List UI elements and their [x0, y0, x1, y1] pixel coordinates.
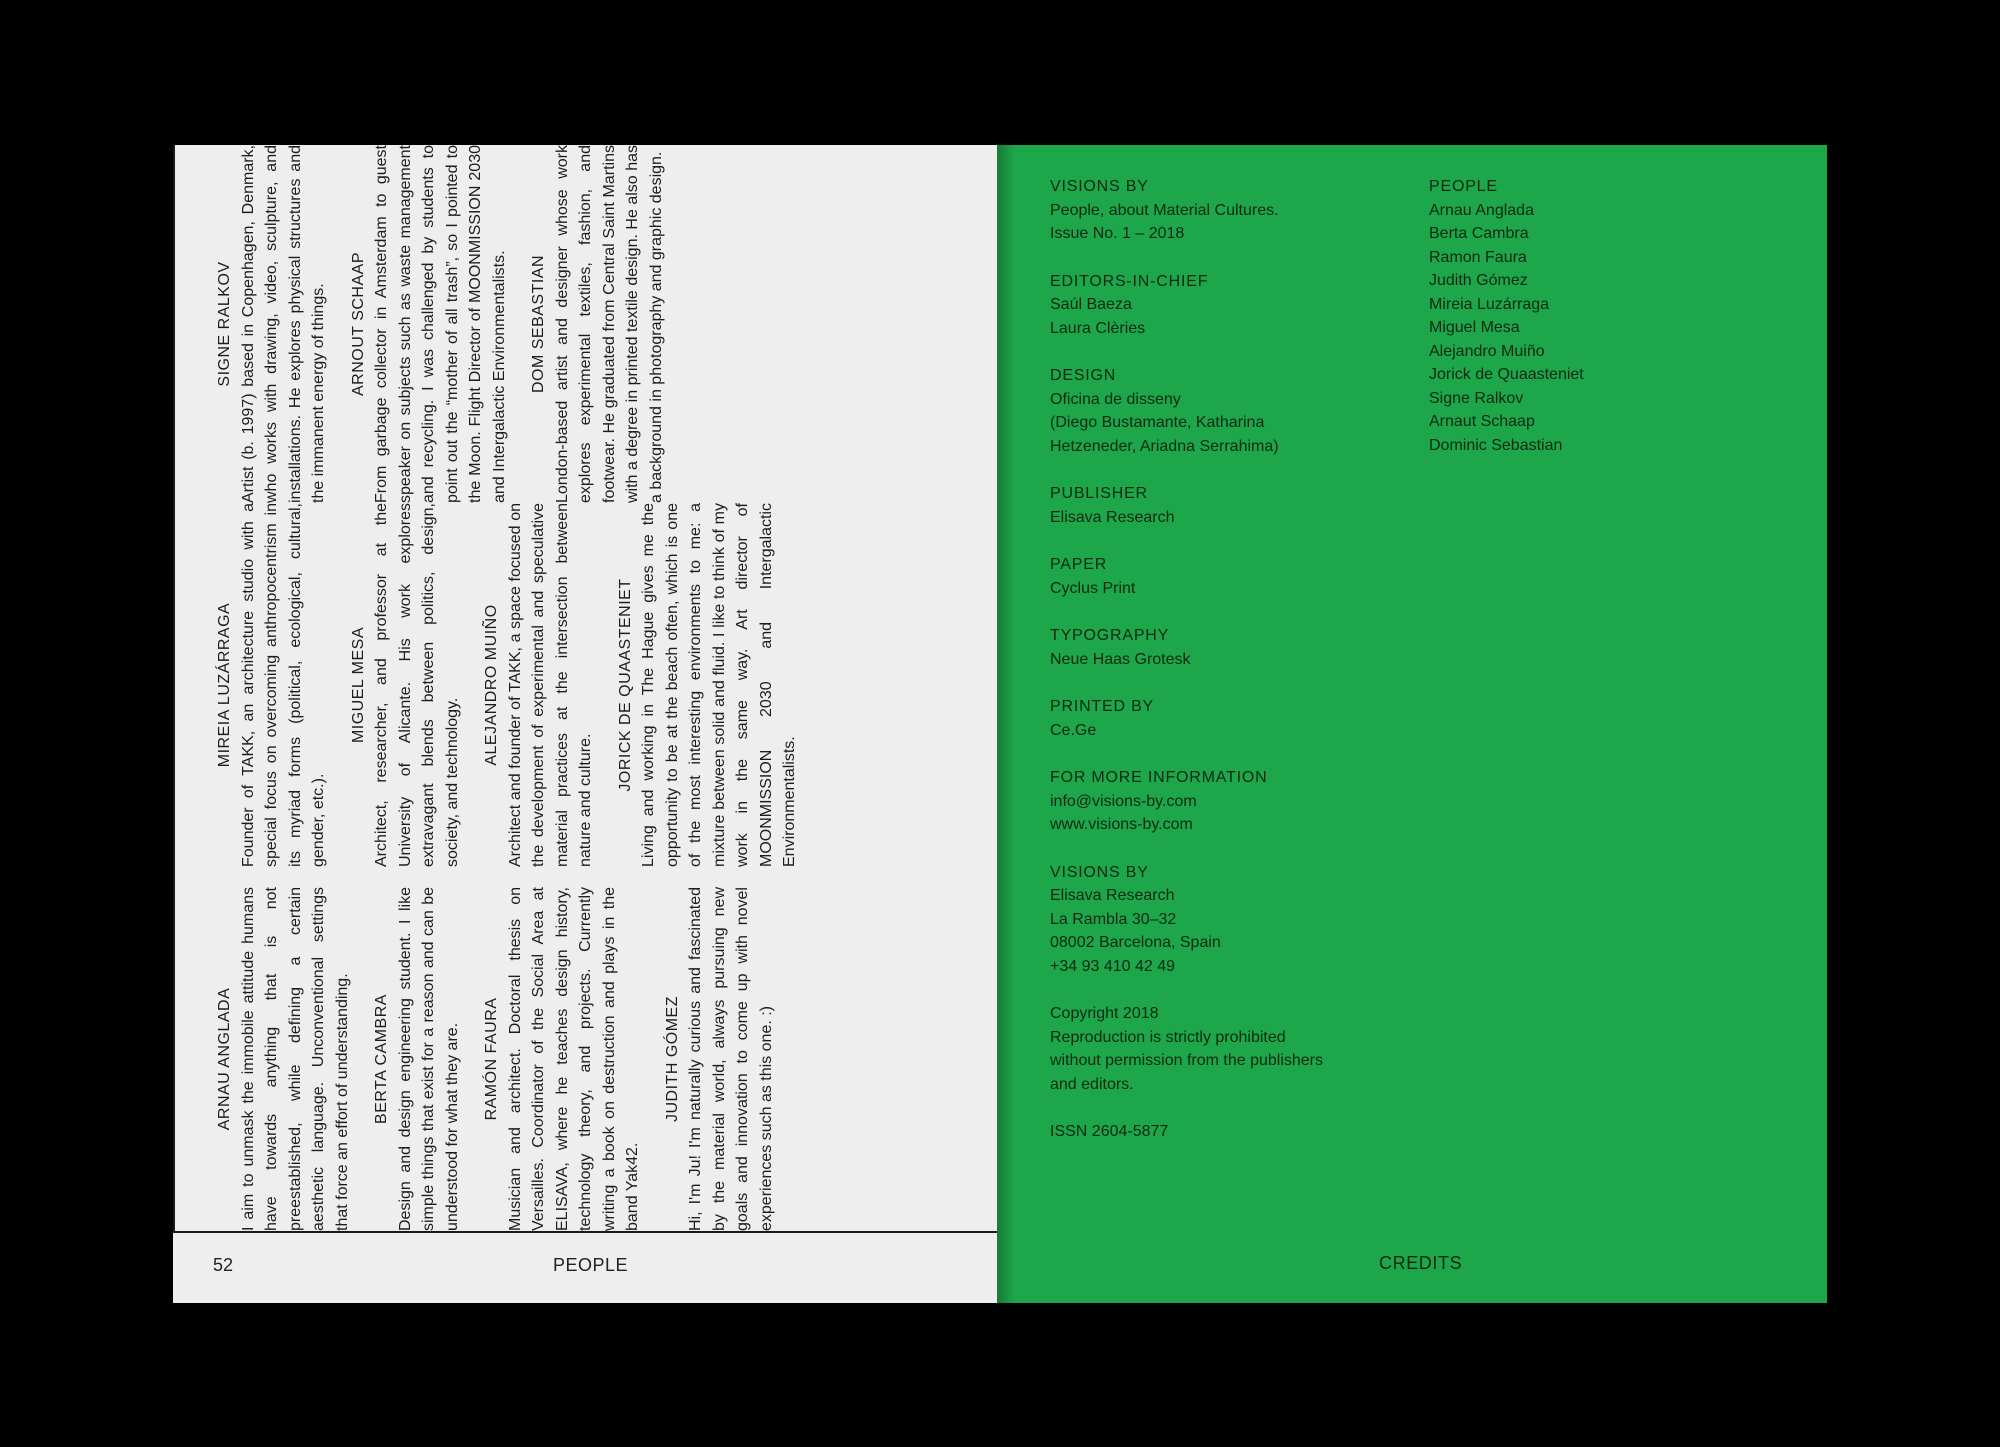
person-bio: Hi, I'm Ju! I'm naturally curious and fascinated by the material world, always pursuing new goals and innovation to come up with novel experiences such as this one. :): [687, 887, 775, 1231]
people-name-item: Jorick de Quaasteniet: [1429, 366, 1584, 383]
credit-line: Laura Clèries: [1050, 319, 1146, 337]
person-entry: [480, 503, 598, 867]
credit-heading: VISIONS BY: [1050, 863, 1149, 881]
credit-block: [1050, 270, 1390, 341]
people-column-2: [213, 503, 993, 867]
person-name: SIGNE RALKOV: [216, 261, 233, 387]
person-name: JUDITH GÓMEZ: [663, 996, 681, 1122]
people-name-item: Dominic Sebastian: [1429, 436, 1563, 454]
right-page: [997, 145, 1827, 1303]
credit-line: Issue No. 1 – 2018: [1050, 225, 1185, 242]
credits-column: [1050, 175, 1390, 1168]
footer-rule: [173, 1231, 997, 1233]
people-name-item: Mireia Luzárraga: [1429, 295, 1550, 313]
person-name: DOM SEBASTIAN: [530, 254, 547, 394]
person-entry: [213, 145, 331, 503]
person-name: ARNOUT SCHAAP: [349, 252, 367, 397]
people-name-item: Arnau Anglada: [1429, 201, 1534, 219]
person-entry: [527, 145, 668, 503]
person-bio: From garbage collector in Amsterdam to guest speaker on subjects such as waste management and recycling. I was challenged by students to point out the “mother of all trash”, so I pointed to the Moon. Flight Director of MOONMISSION 2030 and Intergalactic Environmentalists.: [373, 145, 508, 503]
people-column-3: [213, 145, 993, 503]
credit-line: Neue Haas Grotesk: [1050, 650, 1191, 668]
credit-line: ISSN 2604-5877: [1050, 1123, 1169, 1140]
credit-heading: FOR MORE INFORMATION: [1050, 769, 1268, 786]
credit-line: Elisava Research: [1050, 887, 1175, 904]
credit-line: +34 93 410 42 49: [1050, 957, 1176, 975]
person-bio: Founder of TAKK, an architecture studio with a special focus on overcoming anthropocentrism in its myriad forms (political, ecological, cultural, gender, etc.).: [239, 503, 327, 867]
credit-line: Hetzeneder, Ariadna Serrahima): [1050, 437, 1279, 455]
credit-line: Reproduction is strictly prohibited: [1050, 1028, 1286, 1046]
section-title-credits: CREDITS: [1379, 1253, 1463, 1273]
credit-line: Ce.Ge: [1050, 721, 1097, 739]
credit-heading: PRINTED BY: [1050, 698, 1155, 715]
credit-block: [1050, 482, 1390, 529]
person-entry: [213, 887, 354, 1231]
person-bio: Musician and architect. Doctoral thesis on Versailles. Coordinator of the Social Area at ELISAVA, where he teaches design history, technology theory, and projects. Currently writing a book on destruction and plays in the band Yak42.: [506, 887, 641, 1231]
credit-line: Copyright 2018: [1050, 1005, 1159, 1022]
credit-heading: PAPER: [1050, 556, 1108, 573]
credit-line: La Rambla 30–32: [1050, 910, 1177, 928]
credit-line: Saúl Baeza: [1050, 296, 1132, 313]
people-heading: PEOPLE: [1429, 178, 1498, 195]
person-name: MIREIA LUZÁRRAGA: [216, 602, 233, 768]
person-bio: Design and design engineering student. I like simple things that exist for a reason and can be understood for what they are.: [396, 887, 461, 1231]
people-name-item: Miguel Mesa: [1429, 319, 1520, 336]
person-entry: [213, 503, 331, 867]
credit-heading: EDITORS-IN-CHIEF: [1050, 272, 1209, 290]
credit-line: info@visions-by.com: [1050, 792, 1197, 810]
people-list: [1429, 175, 1729, 457]
person-entry: [347, 503, 465, 867]
column-divider-left: [173, 145, 175, 1231]
people-column-1: [213, 887, 993, 1231]
credit-block: [1050, 1120, 1390, 1144]
credit-line: Elisava Research: [1050, 508, 1175, 526]
credit-heading: PUBLISHER: [1050, 485, 1148, 502]
people-name-item: Arnaut Schaap: [1429, 413, 1535, 430]
people-name-item: Ramon Faura: [1429, 248, 1527, 266]
people-name-item: Alejandro Muiño: [1429, 342, 1545, 360]
person-name: ALEJANDRO MUIÑO: [483, 604, 500, 766]
section-title-people: PEOPLE: [553, 1255, 629, 1275]
person-entry: [480, 887, 645, 1231]
credit-line: 08002 Barcelona, Spain: [1050, 934, 1221, 951]
people-names: [1429, 199, 1729, 458]
people-name-item: Signe Ralkov: [1429, 389, 1524, 407]
person-bio: Architect and founder of TAKK, a space focused on the development of experimental and speculative material practices at the intersection between nature and culture.: [506, 503, 594, 867]
credit-heading: TYPOGRAPHY: [1050, 627, 1170, 644]
page-number: 52: [213, 1255, 234, 1275]
left-page: [173, 145, 997, 1303]
credit-block: [1050, 364, 1390, 458]
person-bio: I aim to unmask the immobile attitude humans have towards anything that is not preestablished, while defining a certain aesthetic language. Unconventional settings that force an effort of understanding.: [239, 887, 351, 1231]
credit-line: People, about Material Cultures.: [1050, 201, 1279, 219]
credit-line: and editors.: [1050, 1075, 1134, 1093]
person-entry: [614, 503, 802, 867]
people-name-item: Berta Cambra: [1429, 225, 1529, 242]
credit-line: (Diego Bustamante, Katharina: [1050, 414, 1265, 431]
people-name-item: Judith Gómez: [1429, 272, 1528, 289]
credit-line: Oficina de disseny: [1050, 390, 1181, 408]
person-name: ARNAU ANGLADA: [216, 987, 233, 1131]
credit-block: [1050, 766, 1390, 837]
person-name: MIGUEL MESA: [349, 626, 367, 744]
credit-line: Cyclus Print: [1050, 579, 1136, 597]
credit-block: [1050, 553, 1390, 600]
credit-line: without permission from the publishers: [1050, 1052, 1324, 1069]
credit-block: [1050, 624, 1390, 671]
person-bio: Architect, researcher, and professor at the University of Alicante. His work explores extravagant blends between politics, design, society, and technology.: [373, 503, 461, 867]
person-bio: Artist (b. 1997) based in Copenhagen, Denmark, who works with drawing, video, sculpture, and installations. He explores physical structures and the immanent energy of things.: [239, 145, 327, 503]
credit-line: www.visions-by.com: [1050, 816, 1193, 833]
credit-block: [1050, 175, 1390, 246]
person-name: BERTA CAMBRA: [373, 994, 390, 1124]
spine-shadow: [997, 145, 1015, 1303]
credit-heading: DESIGN: [1050, 367, 1117, 384]
person-entry: [347, 145, 512, 503]
credit-heading: VISIONS BY: [1050, 178, 1149, 195]
credit-block: [1050, 861, 1390, 979]
credit-block: [1050, 695, 1390, 742]
person-name: JORICK DE QUAASTENIET: [616, 578, 634, 792]
person-entry: [370, 887, 464, 1231]
person-name: RAMÓN FAURA: [483, 997, 500, 1121]
person-bio: Living and working in The Hague gives me the opportunity to be at the beach often, which is one of the most interesting environments to me: a mixture between solid and fluid. I like to think of my work in the same way. Art director of MOONMISSION 2030 and Intergalactic Environmentalists.: [640, 503, 798, 867]
person-bio: London-based artist and designer whose work explores experimental textiles, fashion, and footwear. He graduated from Central Saint Martins with a degree in printed textile design. He also has a background in photography and graphic design.: [553, 145, 665, 503]
credit-block: [1050, 1002, 1390, 1096]
person-entry: [661, 887, 779, 1231]
